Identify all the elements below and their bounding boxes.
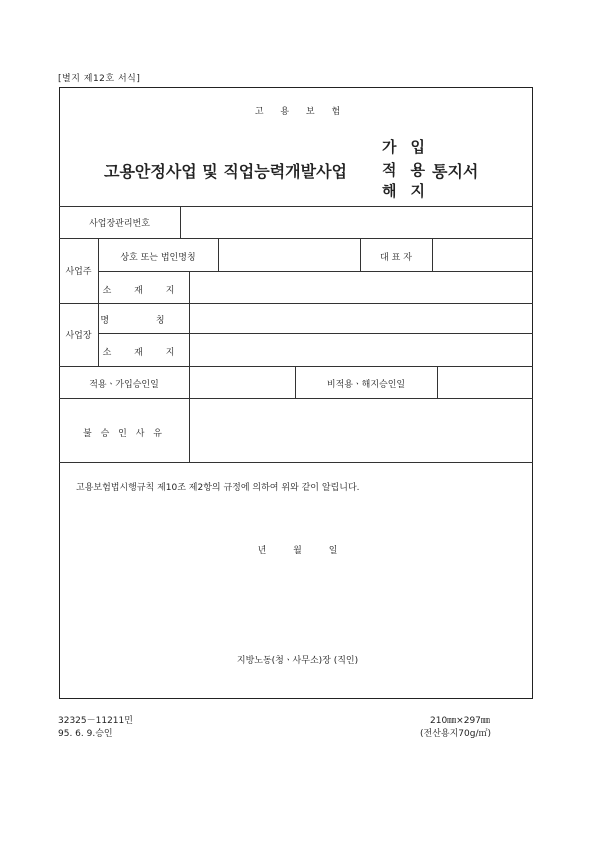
rule: [59, 462, 533, 463]
rule: [432, 238, 433, 271]
rule: [59, 398, 533, 399]
disapproval-date-label: 비적용ㆍ해지승인일: [326, 380, 406, 390]
form-code: 32325－11211민: [58, 716, 133, 726]
date-line: 년 월 일: [257, 546, 338, 556]
rule: [189, 303, 190, 366]
title-notice: 통지서: [432, 162, 479, 181]
paper-type: (전산용지70g/㎡): [420, 729, 491, 739]
employer-label: 사업주: [65, 267, 92, 277]
workplace-address-label: 소 재 지: [102, 348, 185, 358]
rule: [59, 238, 533, 239]
title-option-join: 가입: [382, 138, 439, 156]
rule: [98, 333, 533, 334]
rule: [189, 271, 190, 303]
workplace-label: 사업장: [65, 331, 92, 341]
approval-date: 95. 6. 9.승인: [58, 729, 113, 739]
approval-date-label: 적용ㆍ가입승인일: [89, 380, 159, 390]
rule: [437, 366, 438, 398]
paper-size: 210㎜×297㎜: [430, 716, 490, 726]
workplace-name-label: 명 칭: [100, 316, 187, 326]
form-number-label: [별지 제12호 서식]: [58, 74, 141, 84]
title-option-terminate: 해지: [382, 182, 439, 200]
rejection-reason-label: 불 승 인 사 유: [83, 429, 165, 439]
title-option-apply: 적용: [382, 161, 439, 179]
representative-label: 대 표 자: [380, 253, 412, 263]
rule: [59, 206, 533, 207]
company-name-label: 상호 또는 법인명칭: [120, 253, 196, 263]
rule: [180, 206, 181, 238]
workplace-number-label: 사업장관리번호: [89, 219, 150, 229]
rule: [59, 366, 533, 367]
rule: [59, 303, 533, 304]
rule: [218, 238, 219, 271]
rule: [98, 271, 533, 272]
main-title: 고용안정사업 및 직업능력개발사업: [104, 162, 347, 181]
notice-text: 고용보험법시행규칙 제10조 제2항의 규정에 의하여 위와 같이 알립니다.: [76, 483, 360, 493]
insurance-title: 고 용 보 험: [254, 107, 341, 117]
rule: [189, 366, 190, 462]
employer-address-label: 소 재 지: [102, 286, 185, 296]
signatory: 지방노동(청ㆍ사무소)장 (직인): [236, 656, 359, 666]
